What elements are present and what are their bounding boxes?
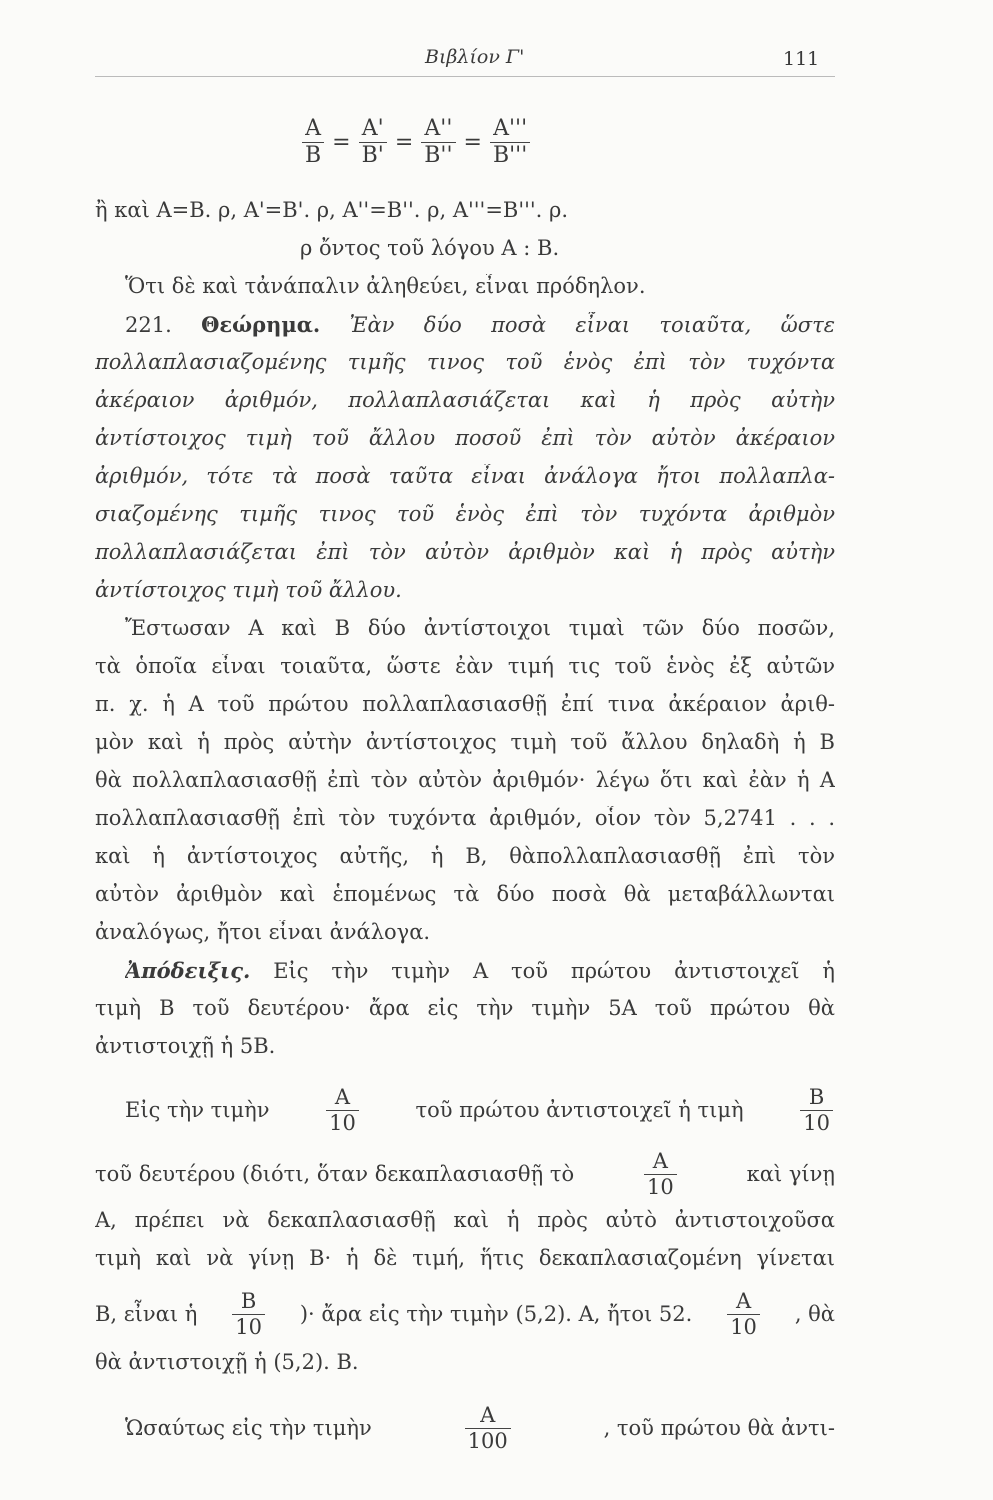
text-fragment: , τοῦ πρώτου θὰ ἀντι- <box>603 1416 835 1440</box>
text-line-1: ἢ καὶ A=B. ρ, A'=B'. ρ, A''=B''. ρ, A'''=B'''. ρ. <box>95 198 569 222</box>
text-line-23: ἀντιστοιχῇ ἡ 5B. <box>95 1034 276 1058</box>
fraction-a-10: $\frac{A}{10}$ <box>644 1151 677 1198</box>
theorem-line-7: πολλαπλασιάζεται ἐπὶ τὸν αὐτὸν ἀριθμὸν καὶ ἡ πρὸς αὐτὴν <box>95 540 835 564</box>
equals-sign: = <box>394 130 414 155</box>
theorem-heading-line <box>125 312 835 337</box>
text-line-20: ἀναλόγως, ἤτοι εἶναι ἀνάλογα. <box>95 920 431 944</box>
theorem-text: Ἐὰν δύο ποσὰ εἶναι τοιαῦτα, ὥστε <box>349 313 835 337</box>
theorem-line-2: πολλαπλασιαζομένης τιμῆς τινος τοῦ ἑνὸς ἐπὶ τὸν τυχόντα <box>95 350 835 374</box>
text-line-16: θὰ πολλαπλασιασθῇ ἐπὶ τὸν αὐτὸν ἀριθμόν· λέγω ὅτι καὶ ἐὰν ἡ A <box>95 768 835 792</box>
text-line-29: θὰ ἀντιστοιχῇ ἡ (5,2). B. <box>95 1350 359 1374</box>
theorem-number: 221. <box>125 313 172 337</box>
fraction-a-100: $\frac{A}{100}$ <box>465 1405 511 1452</box>
fraction-a2-b2: $\frac{A''}{B''}$ <box>421 118 455 167</box>
theorem-line-6: σιαζομένης τιμῆς τινος τοῦ ἑνὸς ἐπὶ τὸν τυχόντα ἀριθμὸν <box>95 502 835 526</box>
text-fragment: καὶ γίνῃ <box>746 1162 835 1186</box>
fraction-b-10: $\frac{B}{10}$ <box>800 1087 833 1134</box>
proof-heading-line <box>125 958 835 983</box>
equals-sign: = <box>332 130 351 155</box>
text-line-2: ρ ὄντος τοῦ λόγου A : B. <box>300 236 560 260</box>
text-line-18: καὶ ἡ ἀντίστοιχος αὐτῆς, ἡ B, θὰπολλαπλασιασθῇ ἐπὶ τὸν <box>95 844 835 868</box>
fraction-a-10: $\frac{A}{10}$ <box>326 1087 359 1134</box>
proportion-equation <box>300 118 532 167</box>
proof-label: Ἀπόδειξις. <box>125 958 251 983</box>
text-line-3: Ὅτι δὲ καὶ τἀνάπαλιν ἀληθεύει, εἶναι πρόδηλον. <box>125 274 646 298</box>
text-line-22: τιμὴ B τοῦ δευτέρου· ἄρα εἰς τὴν τιμὴν 5A τοῦ πρώτου θὰ <box>95 996 835 1020</box>
text-fragment: B, εἶναι ἡ <box>95 1302 198 1326</box>
text-line-27: τιμὴ καὶ νὰ γίνῃ B· ἡ δὲ τιμή, ἥτις δεκαπλασιαζομένη γίνεται <box>95 1246 835 1270</box>
text-line-26: A, πρέπει νὰ δεκαπλασιασθῇ καὶ ἡ πρὸς αὐτὸ ἀντιστοιχοῦσα <box>95 1208 835 1232</box>
fraction-a1-b1: $\frac{A'}{B'}$ <box>359 118 387 167</box>
equals-sign: = <box>463 130 482 155</box>
theorem-line-8: ἀντίστοιχος τιμὴ τοῦ ἄλλου. <box>95 578 402 602</box>
chapter-title: Βιβλίον Γ' <box>425 46 525 68</box>
page-number: 111 <box>783 48 820 70</box>
text-line-30 <box>125 1396 835 1460</box>
theorem-line-3: ἀκέραιον ἀριθμόν, πολλαπλασιάζεται καὶ ἡ πρὸς αὐτὴν <box>95 388 835 412</box>
text-line-12: Ἔστωσαν A καὶ B δύο ἀντίστοιχοι τιμαὶ τῶν δύο ποσῶν, <box>125 616 835 640</box>
running-header <box>0 44 993 84</box>
text-fragment: , θὰ <box>794 1302 835 1326</box>
fraction-a-b: $\frac{A}{B}$ <box>302 118 324 167</box>
text-line-24 <box>125 1078 835 1142</box>
theorem-label: Θεώρημα. <box>201 312 321 337</box>
text-line-14: π. χ. ἡ A τοῦ πρώτου πολλαπλασιασθῇ ἐπί τινα ἀκέραιον ἀριθ- <box>95 692 835 716</box>
text-fragment: Ὡσαύτως εἰς τὴν τιμὴν <box>125 1416 372 1440</box>
text-line-28 <box>95 1282 835 1346</box>
text-line-13: τὰ ὁποῖα εἶναι τοιαῦτα, ὥστε ἐὰν τιμή τις τοῦ ἑνὸς ἐξ αὐτῶν <box>95 654 835 678</box>
text-fragment: Εἰς τὴν τιμὴν <box>125 1098 270 1122</box>
header-rule <box>95 76 835 77</box>
fraction-a3-b3: $\frac{A'''}{B'''}$ <box>490 118 530 167</box>
text-fragment: τοῦ δευτέρου (διότι, ὅταν δεκαπλασιασθῇ τὸ <box>95 1162 575 1186</box>
text-line-25 <box>95 1142 835 1206</box>
fraction-b-10: $\frac{B}{10}$ <box>232 1291 265 1338</box>
text-line-17: πολλαπλασιασθῇ ἐπὶ τὸν τυχόντα ἀριθμόν, οἷον τὸν 5,2741 . . . <box>95 806 835 830</box>
theorem-line-4: ἀντίστοιχος τιμὴ τοῦ ἄλλου ποσοῦ ἐπὶ τὸν αὐτὸν ἀκέραιον <box>95 426 835 450</box>
text-fragment: τοῦ πρώτου ἀντιστοιχεῖ ἡ τιμὴ <box>415 1098 744 1122</box>
proof-text: Εἰς τὴν τιμὴν A τοῦ πρώτου ἀντιστοιχεῖ ἡ <box>273 959 835 983</box>
text-line-15: μὸν καὶ ἡ πρὸς αὐτὴν ἀντίστοιχος τιμὴ τοῦ ἄλλου δηλαδὴ ἡ B <box>95 730 835 754</box>
theorem-line-5: ἀριθμόν, τότε τὰ ποσὰ ταῦτα εἶναι ἀνάλογα ἤτοι πολλαπλα- <box>95 464 835 488</box>
text-line-19: αὐτὸν ἀριθμὸν καὶ ἑπομένως τὰ δύο ποσὰ θὰ μεταβάλλωνται <box>95 882 835 906</box>
text-fragment: )· ἄρα εἰς τὴν τιμὴν (5,2). A, ἤτοι 52. <box>299 1302 693 1326</box>
fraction-a-10: $\frac{A}{10}$ <box>727 1291 760 1338</box>
